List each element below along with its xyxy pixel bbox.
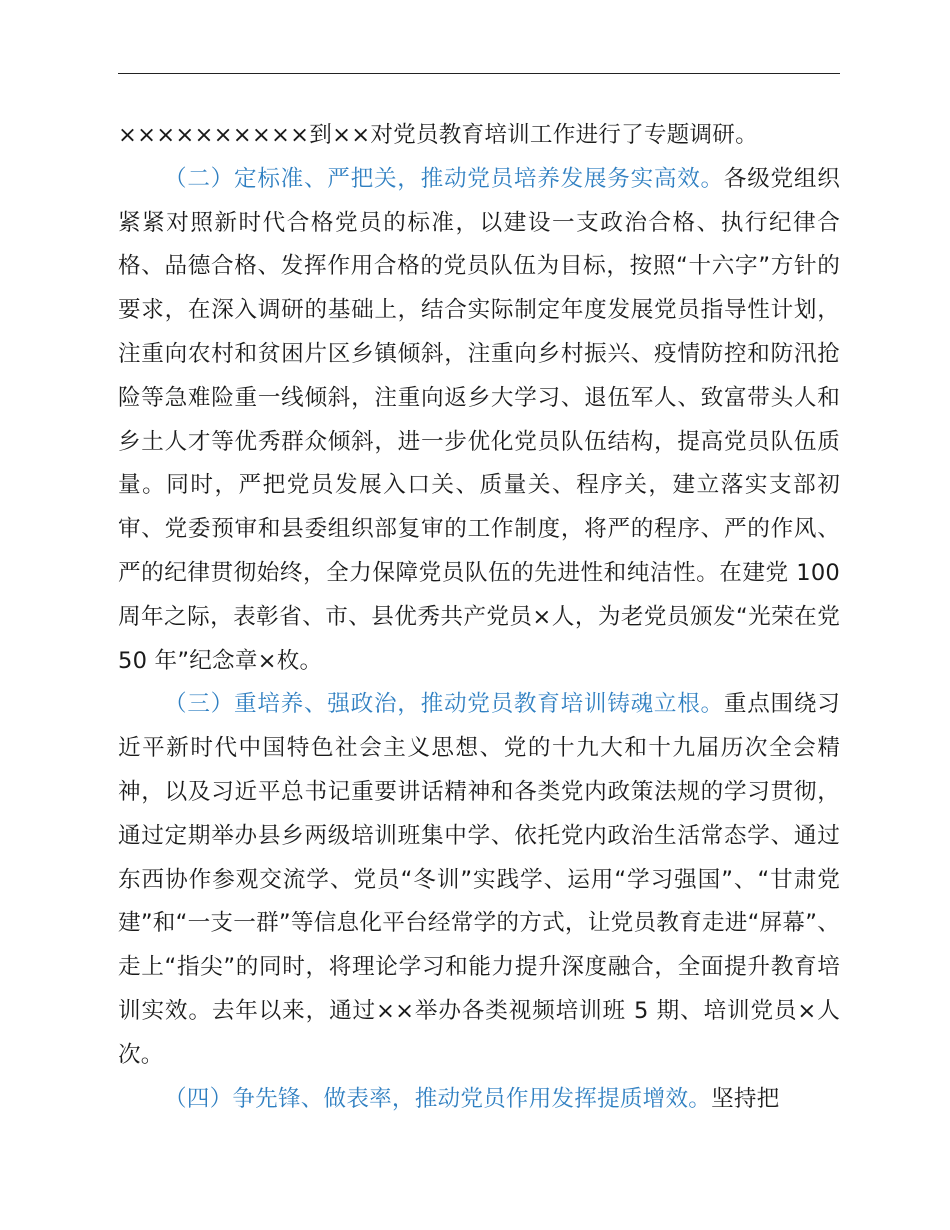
paragraph-1 — [118, 114, 840, 158]
paragraph-2-text: 各级党组织紧紧对照新时代合格党员的标准，以建设一支政治合格、执行纪律合格、品德合格、发挥作用合格的党员队伍为目标，按照“十六字”方针的要求，在深入调研的基础上，结合实际制定年度发展党员指导性计划，注重向农村和贫困片区乡镇倾斜，注重向乡村振兴、疫情防控和防汛抢险等急难险重一线倾斜，注重向返乡大学习、退伍军人、致富带头人和乡土人才等优秀群众倾斜，进一步优化党员队伍结构，提高党员队伍质量。同时，严把党员发展入口关、质量关、程序关，建立落实支部初审、党委预审和县委组织部复审的工作制度，将严的程序、严的作风、严的纪律贯彻始终，全力保障党员队伍的先进性和纯洁性。在建党 100 周年之际，表彰省、市、县优秀共产党员×人，为老党员颁发“光荣在党 50 年”纪念章×枚。 — [118, 165, 840, 674]
paragraph-3 — [118, 683, 840, 1077]
paragraph-1-text: ××××××××××到××对党员教育培训工作进行了专题调研。 — [118, 122, 758, 148]
section-2-heading: （二）定标准、严把关，推动党员培养发展务实高效。 — [164, 165, 724, 192]
paragraph-4-text: 坚持把 — [711, 1085, 780, 1112]
paragraph-3-text: 重点围绕习近平新时代中国特色社会主义思想、党的十九大和十九届历次全会精神，以及习近平总书记重要讲话精神和各类党内政策法规的学习贯彻，通过定期举办县乡两级培训班集中学、依托党内政治生活常态学、通过东西协作参观交流学、党员“冬训”实践学、运用“学习强国”、“甘肃党建”和“一支一群”等信息化平台经常学的方式，让党员教育走进“屏幕”、走上“指尖”的同时，将理论学习和能力提升深度融合，全面提升教育培训实效。去年以来，通过××举办各类视频培训班 5 期、培训党员×人次。 — [118, 691, 840, 1068]
paragraph-4 — [118, 1078, 840, 1122]
section-4-heading: （四）争先锋、做表率，推动党员作用发挥提质增效。 — [164, 1085, 712, 1112]
header-rule — [118, 73, 840, 74]
section-3-heading: （三）重培养、强政治，推动党员教育培训铸魂立根。 — [164, 691, 724, 718]
document-body — [118, 114, 840, 1121]
paragraph-2 — [118, 158, 840, 684]
